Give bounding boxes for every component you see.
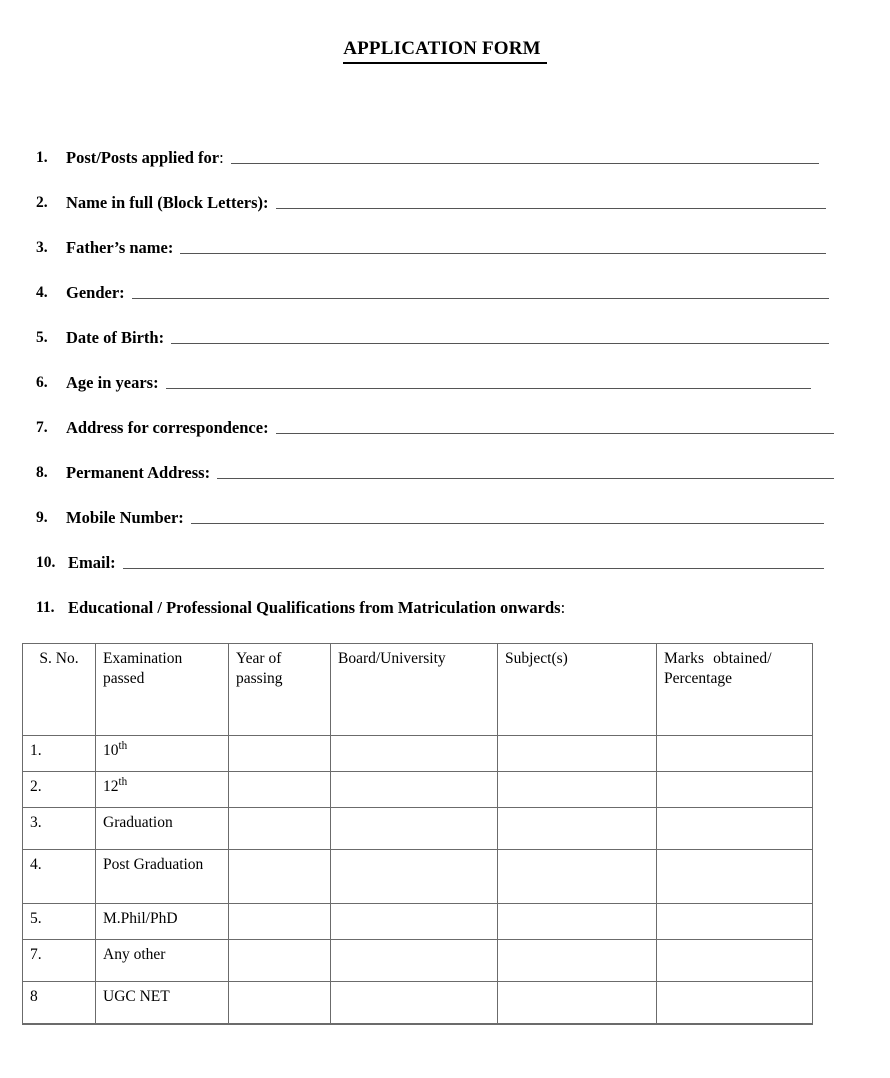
field-label-text: Post/Posts applied for <box>66 148 220 167</box>
cell-year-of-passing[interactable] <box>229 808 331 850</box>
cell-examination-passed: Graduation <box>96 808 229 850</box>
cell-serial-number: 1. <box>23 736 96 772</box>
form-field-address-correspondence <box>36 418 856 463</box>
field-number: 3. <box>36 239 48 256</box>
exam-ordinal-suffix: th <box>118 775 128 788</box>
qualifications-table <box>22 643 813 1025</box>
cell-year-of-passing[interactable] <box>229 772 331 808</box>
field-label-text: Educational / Professional Qualifications from Matriculation onwards <box>68 598 561 617</box>
table-row <box>23 982 813 1025</box>
column-header-marks-obtained <box>657 644 813 736</box>
cell-board-university[interactable] <box>331 982 498 1025</box>
field-number: 10. <box>36 554 56 571</box>
field-number: 6. <box>36 374 48 391</box>
form-field-permanent-address <box>36 463 856 508</box>
cell-marks-obtained[interactable] <box>657 904 813 940</box>
field-colon: : <box>560 598 566 617</box>
cell-examination-passed: UGC NET <box>96 982 229 1025</box>
field-label: Mobile Number: <box>66 508 184 527</box>
table-row <box>23 808 813 850</box>
cell-serial-number: 3. <box>23 808 96 850</box>
cell-subjects[interactable] <box>498 982 657 1025</box>
page-title: APPLICATION FORM <box>343 38 547 64</box>
column-header-marks-line2: Percentage <box>664 670 732 688</box>
field-label: Father’s name: <box>66 238 174 257</box>
cell-marks-obtained[interactable] <box>657 850 813 904</box>
form-field-name-in-full <box>36 193 856 238</box>
form-field-email <box>36 553 856 598</box>
cell-examination-passed: M.Phil/PhD <box>96 904 229 940</box>
cell-subjects[interactable] <box>498 736 657 772</box>
cell-serial-number: 7. <box>23 940 96 982</box>
field-label: Gender: <box>66 283 125 302</box>
cell-examination-passed: Any other <box>96 940 229 982</box>
form-field-fathers-name <box>36 238 856 283</box>
cell-serial-number: 4. <box>23 850 96 904</box>
exam-base: 12 <box>103 778 119 795</box>
page-title-container <box>0 38 890 64</box>
cell-board-university[interactable] <box>331 940 498 982</box>
form-section-qualifications-heading <box>36 598 856 632</box>
cell-examination-passed: Post Graduation <box>96 850 229 904</box>
field-input-line-mobile-number[interactable] <box>191 523 824 524</box>
cell-marks-obtained[interactable] <box>657 982 813 1025</box>
field-label <box>68 598 565 618</box>
column-header-serial-number: S. No. <box>23 644 96 736</box>
field-label: Permanent Address: <box>66 463 211 482</box>
form-field-age-in-years <box>36 373 856 418</box>
cell-board-university[interactable] <box>331 850 498 904</box>
form-field-post-applied <box>36 148 856 193</box>
field-number: 5. <box>36 329 48 346</box>
field-label: Email: <box>68 553 116 572</box>
field-input-line-permanent-address[interactable] <box>217 478 834 479</box>
cell-board-university[interactable] <box>331 904 498 940</box>
field-colon: : <box>219 148 224 167</box>
cell-subjects[interactable] <box>498 808 657 850</box>
field-label: Age in years: <box>66 373 159 392</box>
field-number: 8. <box>36 464 48 481</box>
cell-examination-passed <box>96 736 229 772</box>
field-input-line-name-in-full[interactable] <box>276 208 826 209</box>
cell-board-university[interactable] <box>331 808 498 850</box>
table-row <box>23 772 813 808</box>
column-header-examination-passed: Examination passed <box>96 644 229 736</box>
form-fields-list <box>36 148 856 632</box>
cell-year-of-passing[interactable] <box>229 850 331 904</box>
cell-marks-obtained[interactable] <box>657 940 813 982</box>
field-number: 9. <box>36 509 48 526</box>
cell-serial-number: 2. <box>23 772 96 808</box>
table-header-row <box>23 644 813 736</box>
cell-marks-obtained[interactable] <box>657 808 813 850</box>
field-input-line-fathers-name[interactable] <box>180 253 826 254</box>
field-label: Date of Birth: <box>66 328 165 347</box>
cell-subjects[interactable] <box>498 772 657 808</box>
field-input-line-date-of-birth[interactable] <box>171 343 829 344</box>
table-row <box>23 904 813 940</box>
field-input-line-address-correspondence[interactable] <box>276 433 834 434</box>
cell-year-of-passing[interactable] <box>229 982 331 1025</box>
cell-marks-obtained[interactable] <box>657 772 813 808</box>
cell-examination-passed <box>96 772 229 808</box>
table-row <box>23 850 813 904</box>
form-field-mobile-number <box>36 508 856 553</box>
field-number: 2. <box>36 194 48 211</box>
column-header-marks-line1: Marks obtained/ <box>664 650 772 667</box>
cell-subjects[interactable] <box>498 850 657 904</box>
column-header-subjects: Subject(s) <box>498 644 657 736</box>
cell-year-of-passing[interactable] <box>229 736 331 772</box>
field-number: 1. <box>36 149 48 166</box>
cell-subjects[interactable] <box>498 904 657 940</box>
table-row <box>23 940 813 982</box>
field-input-line-post-applied[interactable] <box>231 163 819 164</box>
cell-board-university[interactable] <box>331 736 498 772</box>
cell-board-university[interactable] <box>331 772 498 808</box>
field-input-line-email[interactable] <box>123 568 824 569</box>
field-label: Name in full (Block Letters): <box>66 193 269 212</box>
form-field-gender <box>36 283 856 328</box>
field-label <box>66 148 224 168</box>
table-row <box>23 736 813 772</box>
field-number: 7. <box>36 419 48 436</box>
cell-subjects[interactable] <box>498 940 657 982</box>
cell-serial-number: 8 <box>23 982 96 1025</box>
field-number: 11. <box>36 599 55 616</box>
exam-base: 10 <box>103 742 119 759</box>
field-number: 4. <box>36 284 48 301</box>
cell-serial-number: 5. <box>23 904 96 940</box>
field-input-line-gender[interactable] <box>132 298 829 299</box>
form-field-date-of-birth <box>36 328 856 373</box>
field-label: Address for correspondence: <box>66 418 269 437</box>
column-header-board-university: Board/University <box>331 644 498 736</box>
cell-marks-obtained[interactable] <box>657 736 813 772</box>
field-input-line-age-in-years[interactable] <box>166 388 811 389</box>
column-header-year-of-passing: Year of passing <box>229 644 331 736</box>
exam-ordinal-suffix: th <box>118 739 128 752</box>
cell-year-of-passing[interactable] <box>229 940 331 982</box>
cell-year-of-passing[interactable] <box>229 904 331 940</box>
